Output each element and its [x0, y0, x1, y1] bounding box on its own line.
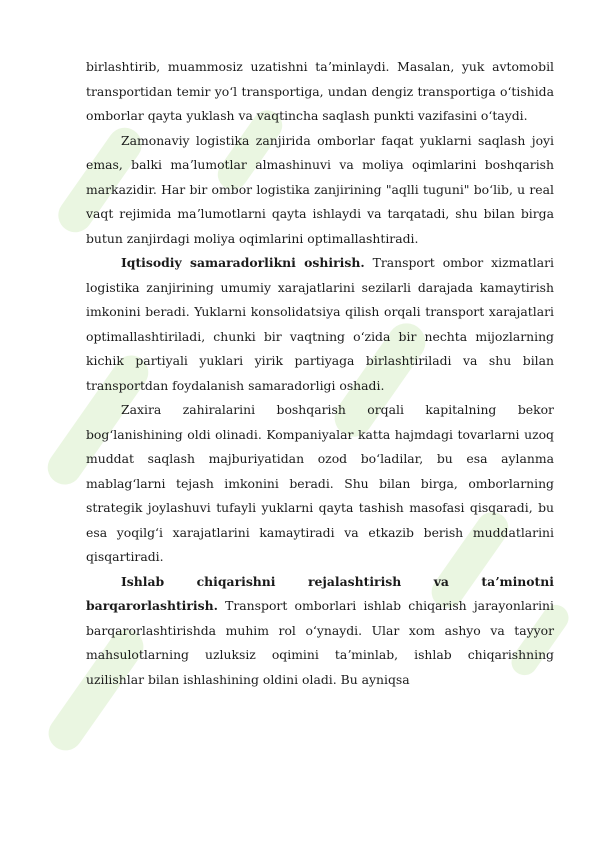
paragraph-3-heading: Iqtisodiy samaradorlikni oshirish. — [121, 255, 365, 270]
paragraph-2-text: Zamonaviy logistika zanjirida omborlar faqat yuklarni saqlash joyi emas, balki maʼlumotlar almashinuvi va moliya oqimlarini boshqarish markazidir. Har bir ombor logistika zanjirining "aqlli tuguni" boʻlib, u real vaqt rejimida maʼlumotlarni qayta ishlaydi va tarqatadi, shu bilan birga butun zanjirdagi moliya oqimlarini optimallashtiradi. — [86, 132, 554, 246]
paragraph-5-heading: Ishlab chiqarishni rejalashtirish va taʼminotni barqarorlashtirish. — [86, 573, 554, 613]
paragraph-4-text: Zaxira zahiralarini boshqarish orqali kapitalning bekor bogʻlanishining oldi olinadi. Kompaniyalar katta hajmdagi tovarlarni uzoq muddat saqlash majburiyatidan ozod boʻladilar, bu esa aylanma mablagʻlarni tejash imkonini beradi. Shu bilan birga, omborlarning strategik joylashuvi tufayli yuklarni qayta tashish masofasi qisqaradi, bu esa yoqilgʻi xarajatlarini kamaytiradi va etkazib berish muddatlarini qisqartiradi. — [86, 402, 554, 564]
paragraph-5 — [86, 570, 554, 693]
paragraph-1-text: birlashtirib, muammosiz uzatishni taʼminlaydi. Masalan, yuk avtomobil transportidan temir yoʻl transportiga, undan dengiz transportiga oʻtishida omborlar qayta yuklash va vaqtincha saqlash punkti vazifasini oʻtaydi. — [86, 59, 554, 123]
document-body — [86, 55, 554, 692]
paragraph-2 — [86, 129, 554, 252]
paragraph-4 — [86, 398, 554, 570]
paragraph-1 — [86, 55, 554, 129]
paragraph-3 — [86, 251, 554, 398]
paragraph-3-text: Transport ombor xizmatlari logistika zanjirining umumiy xarajatlarini sezilarli darajada kamaytirish imkonini beradi. Yuklarni konsolidatsiya qilish orqali transport xarajatlari optimallashtiriladi, chunki bir vaqtning oʻzida bir nechta mijozlarning kichik partiyali yuklari yirik partiyaga birlashtiriladi va shu bilan transportdan foydalanish samaradorligi oshadi. — [86, 255, 554, 393]
paragraph-5-text: Transport omborlari ishlab chiqarish jarayonlarini barqarorlashtirishda muhim rol oʻynaydi. Ular xom ashyo va tayyor mahsulotlarning uzluksiz oqimini taʼminlab, ishlab chiqarishning uzilishlar bilan ishlashining oldini oladi. Bu ayniqsa — [86, 598, 554, 687]
